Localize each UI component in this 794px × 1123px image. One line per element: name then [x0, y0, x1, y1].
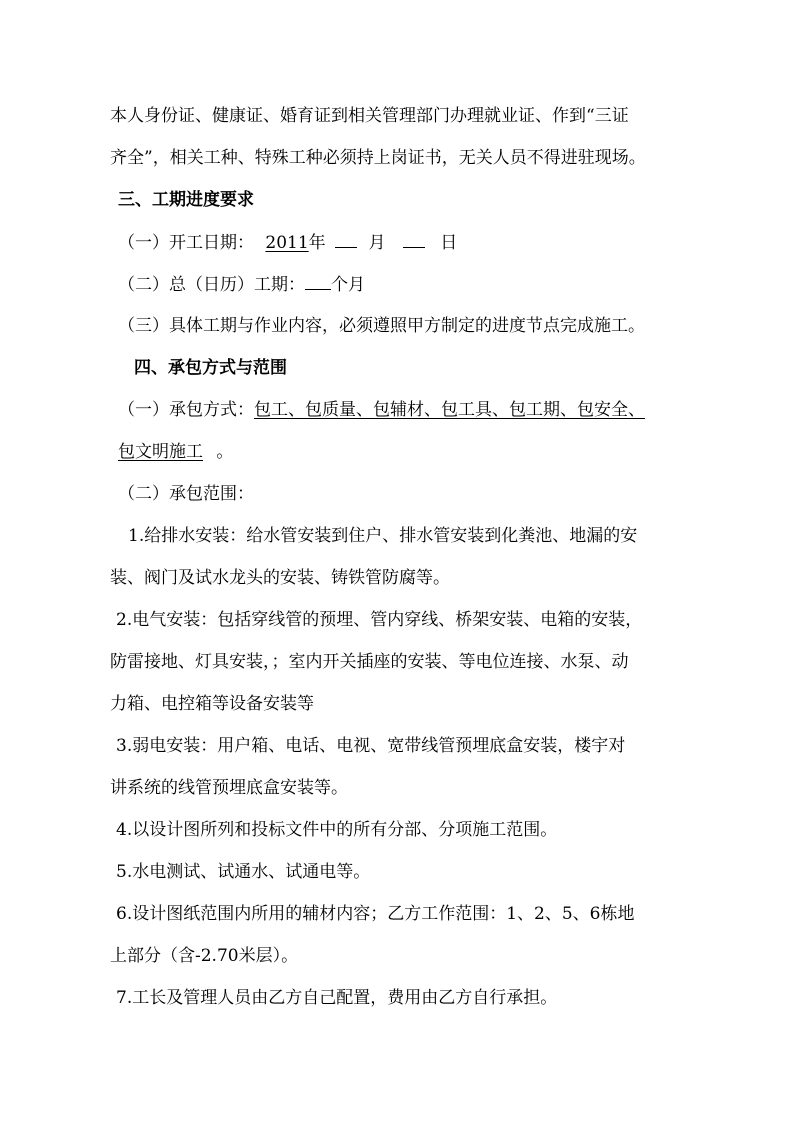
scope-item-3-line1: 3.弱电安装：用户箱、电话、电视、宽带线管预埋底盒安装，楼宇对	[116, 736, 626, 756]
month-blank	[335, 230, 357, 248]
contract-mode-label: （一）承包方式：	[118, 400, 254, 420]
para1-line1: 本人身份证、健康证、婚育证到相关管理部门办理就业证、作到“三证	[110, 106, 629, 126]
total-duration-unit: 个月	[331, 275, 365, 295]
section3-heading: 三、工期进度要求	[118, 190, 254, 210]
day-blank	[403, 230, 425, 248]
start-date-year: 2011	[265, 233, 309, 253]
start-date-year-suffix: 年	[308, 233, 326, 253]
scope-item-6-line2: 上部分（含-2.70米层）。	[110, 946, 299, 966]
contract-mode-value-1: 包工、包质量、包辅材、包工具、包工期、包安全、	[254, 400, 645, 420]
contract-mode-line1	[118, 398, 645, 422]
scope-item-1-line1: 1.给排水安装：给水管安装到住户、排水管安装到化粪池、地漏的安	[128, 526, 638, 546]
scope-item-7: 7.工长及管理人员由乙方自己配置，费用由乙方自行承担。	[116, 988, 558, 1008]
total-duration-line	[118, 272, 365, 297]
scope-item-2-line3: 力箱、电控箱等设备安装等	[110, 694, 314, 714]
scope-item-5: 5.水电测试、试通水、试通电等。	[116, 862, 371, 882]
scope-item-2-line2: 防雷接地、灯具安装，；室内开关插座的安装、等电位连接、水泵、动	[110, 652, 629, 672]
section4-heading: 四、承包方式与范围	[134, 358, 287, 378]
start-date-day: 日	[440, 233, 458, 253]
duration-blank	[305, 272, 331, 290]
scope-item-1-line2: 装、阀门及试水龙头的安装、铸铁管防腐等。	[110, 568, 450, 588]
scope-item-6-line1: 6.设计图纸范围内所用的辅材内容；乙方工作范围：1、2、5、6栋地	[116, 904, 635, 924]
schedule-detail: （三）具体工期与作业内容，必须遵照甲方制定的进度节点完成施工。	[118, 316, 645, 336]
para1-line2: 齐全”，相关工种、特殊工种必须持上岗证书，无关人员不得进驻现场。	[110, 148, 646, 168]
scope-label: （二）承包范围：	[118, 484, 254, 504]
contract-mode-line2	[118, 440, 233, 464]
scope-item-4: 4.以设计图所列和投标文件中的所有分部、分项施工范围。	[116, 820, 558, 840]
start-date-line	[118, 230, 457, 255]
contract-mode-end: 。	[216, 442, 234, 462]
start-date-label: （一）开工日期：	[118, 233, 254, 253]
total-duration-label: （二）总（日历）工期：	[118, 275, 305, 295]
scope-item-2-line1: 2.电气安装：包括穿线管的预埋、管内穿线、桥架安装、电箱的安装，	[116, 610, 643, 630]
start-date-month: 月	[368, 233, 386, 253]
contract-mode-value-2: 包文明施工	[118, 442, 203, 462]
scope-item-3-line2: 讲系统的线管预埋底盒安装等。	[110, 778, 348, 798]
